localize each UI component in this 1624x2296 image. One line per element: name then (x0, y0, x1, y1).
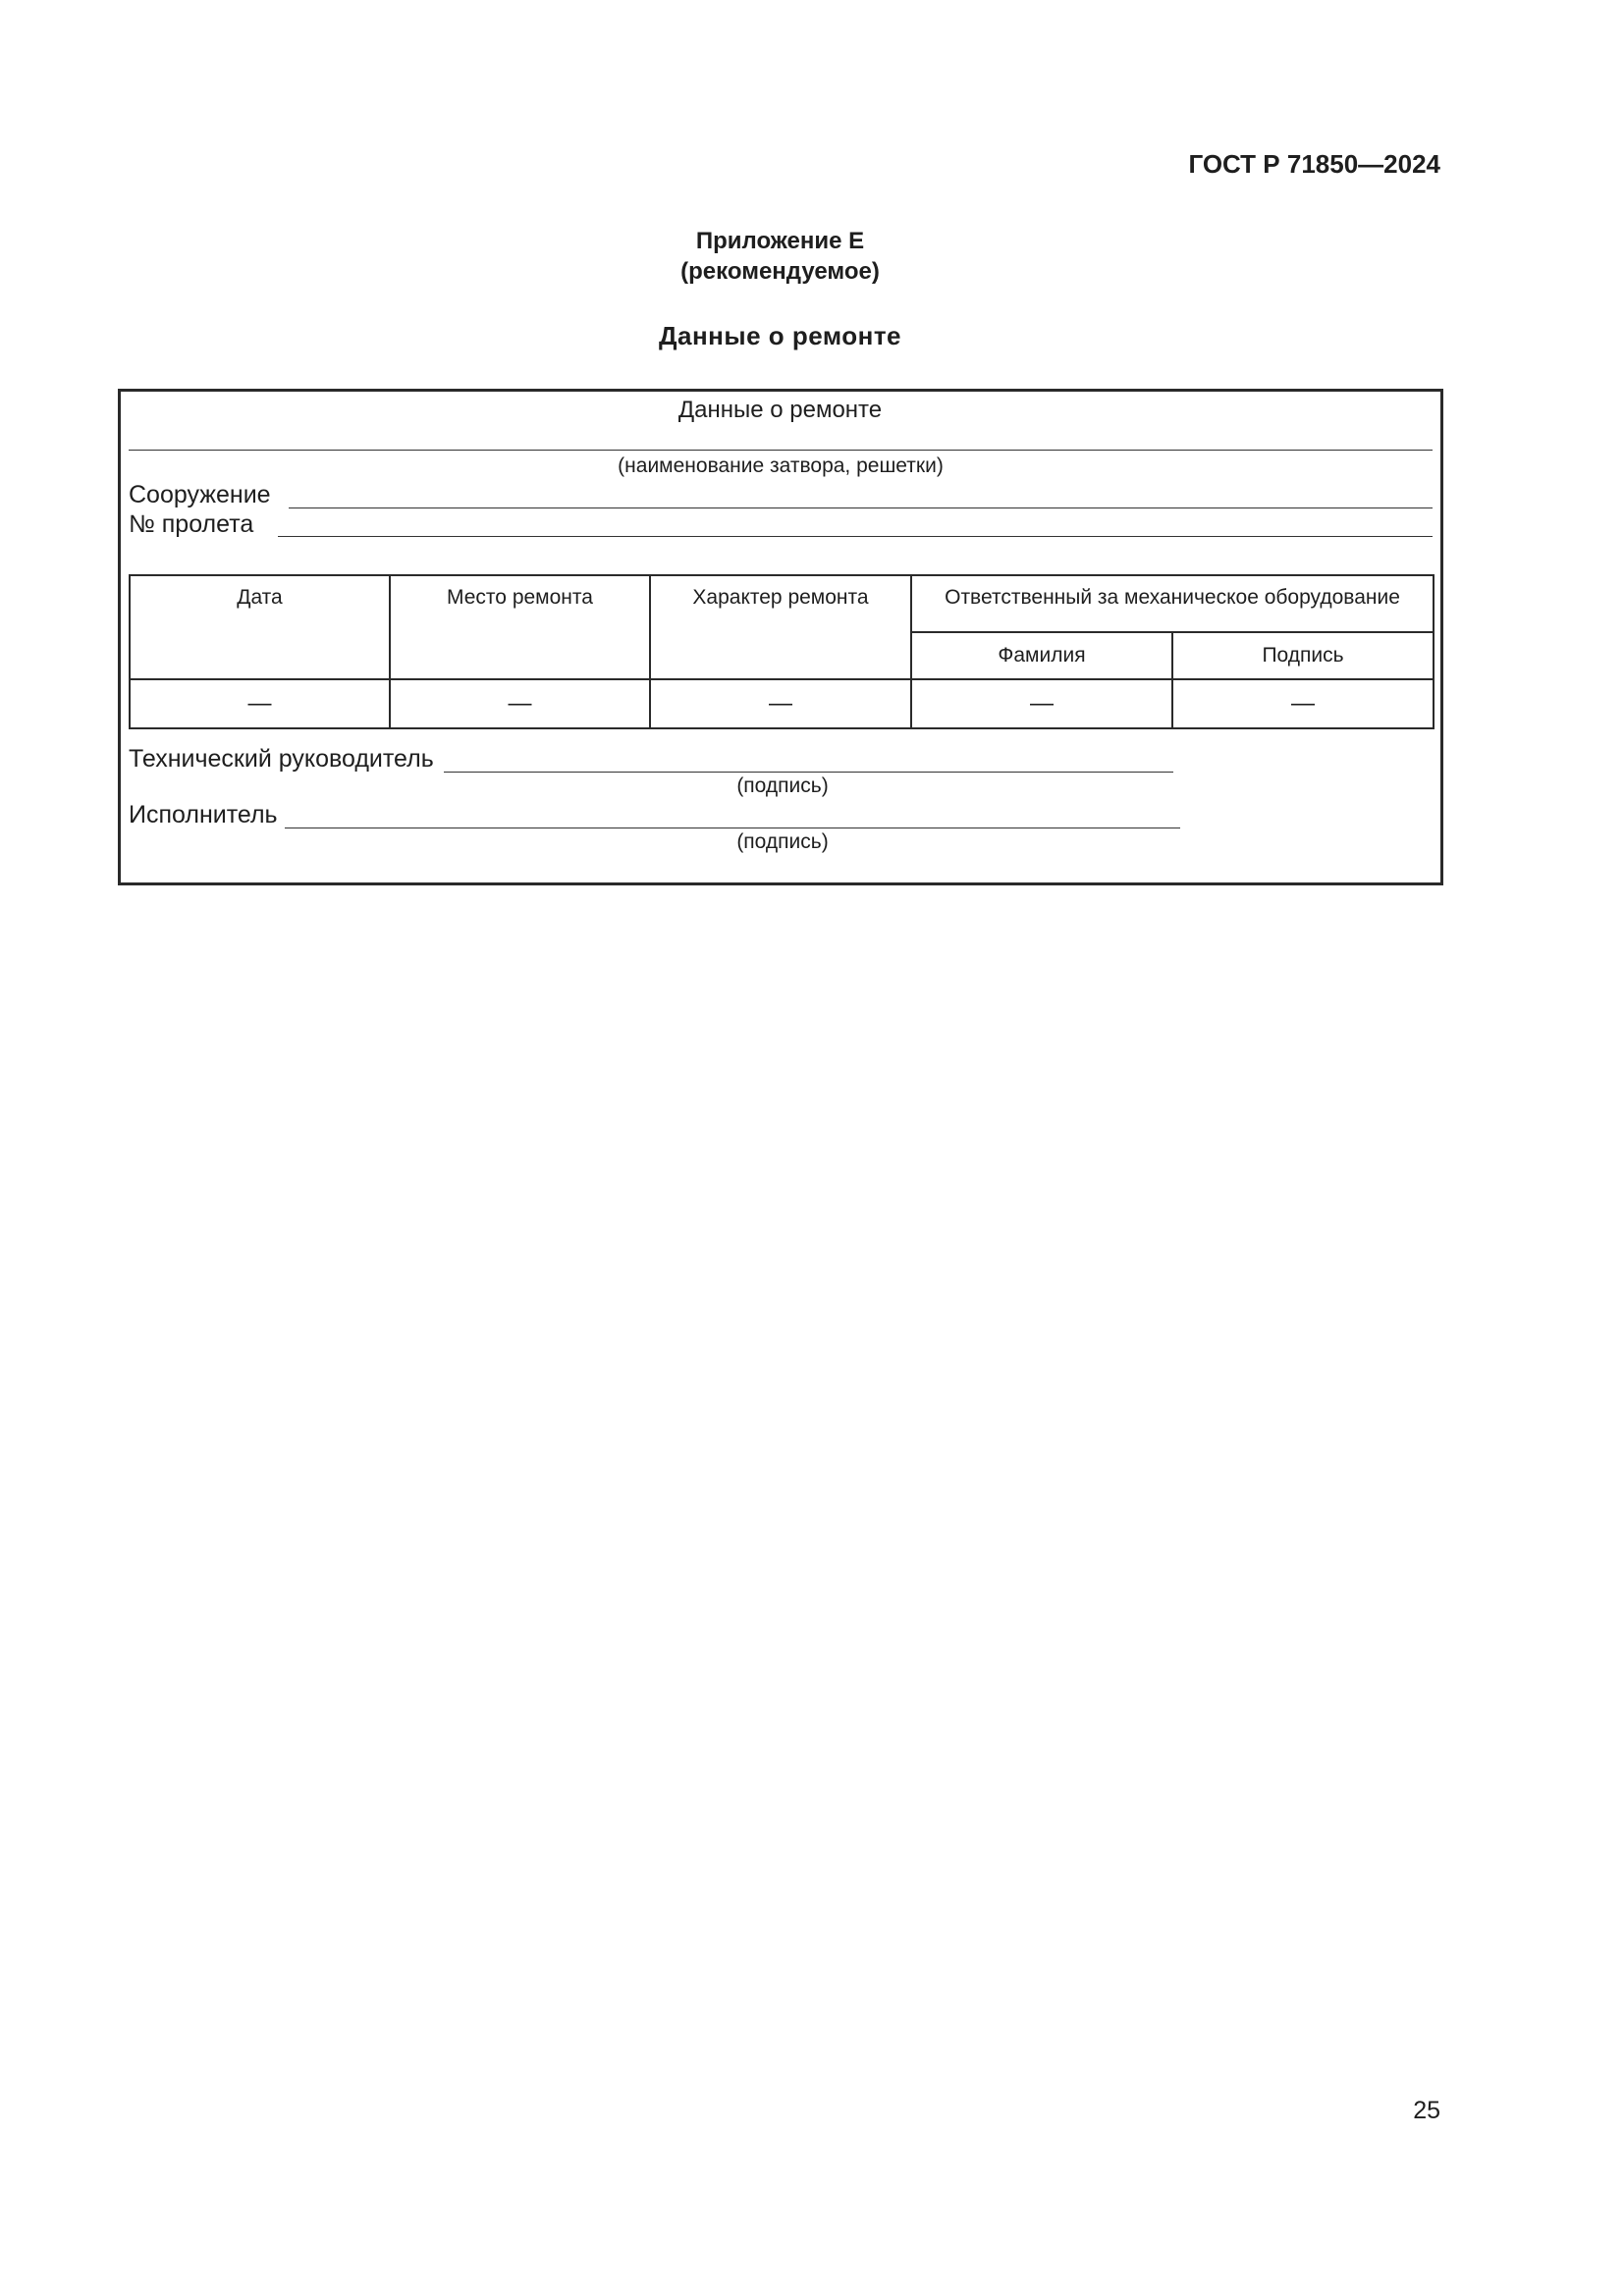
executor-label: Исполнитель (129, 801, 278, 828)
page-number: 25 (1413, 2097, 1440, 2124)
table-cell-place: — (390, 679, 650, 728)
header-nature: Характер ремонта (650, 575, 911, 679)
appendix-title: Приложение Е (695, 228, 865, 254)
gate-name-line[interactable] (129, 450, 1433, 451)
header-place: Место ремонта (390, 575, 650, 679)
tech-manager-signature-line[interactable] (444, 772, 1173, 773)
structure-label: Сооружение (129, 481, 271, 508)
header-date: Дата (130, 575, 390, 679)
structure-line[interactable] (289, 507, 1433, 508)
header-signature: Подпись (1172, 632, 1434, 679)
tech-manager-caption: (подпись) (736, 774, 829, 797)
gate-name-caption: (наименование затвора, решетки) (618, 454, 944, 477)
section-title: Данные о ремонте (658, 321, 902, 350)
table-cell-surname: — (911, 679, 1172, 728)
form-title: Данные о ремонте (677, 397, 883, 423)
header-surname: Фамилия (911, 632, 1172, 679)
document-code: ГОСТ Р 71850—2024 (1188, 149, 1440, 179)
appendix-status: (рекомендуемое) (680, 258, 880, 285)
table-cell-signature: — (1172, 679, 1434, 728)
tech-manager-label: Технический руководитель (129, 745, 434, 773)
table-cell-nature: — (650, 679, 911, 728)
executor-caption: (подпись) (736, 830, 829, 853)
header-responsible: Ответственный за механическое оборудование (911, 575, 1434, 632)
table-cell-date: — (130, 679, 390, 728)
repair-table (129, 574, 1435, 729)
span-line[interactable] (278, 536, 1433, 537)
span-label: № пролета (129, 510, 254, 538)
